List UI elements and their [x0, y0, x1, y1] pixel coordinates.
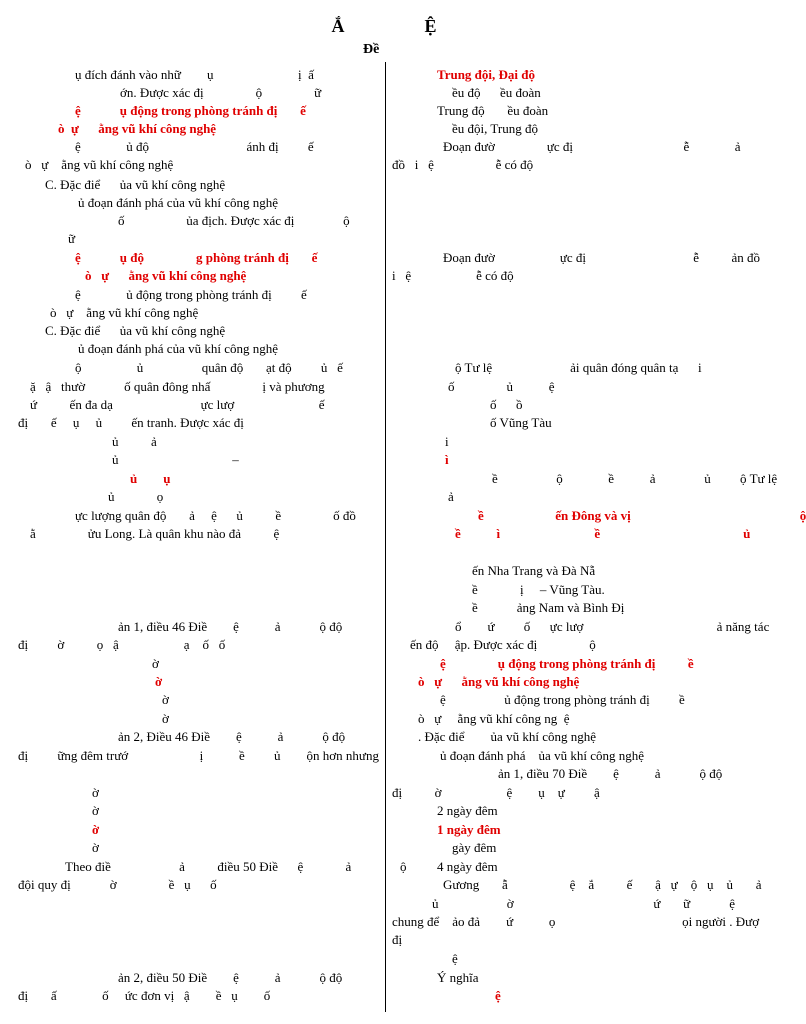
text-line: ủ đoạn đánh phá ủa vũ khí công nghệ	[440, 748, 644, 763]
text-line: ả	[448, 489, 454, 504]
text-line: ực lượng quân độ ả ệ ủ ề ố đồ	[75, 508, 356, 523]
text-line: C. Đặc điể ủa vũ khí công nghệ	[45, 323, 226, 338]
option-line: ố ồ	[490, 397, 523, 412]
page-subtitle: Đề	[363, 42, 380, 57]
text-line: đị ờ ọ ậ ạ ố ố	[18, 637, 226, 652]
option-line: i	[445, 434, 449, 449]
text-line: đị ờ ệ ụ ự ậ	[392, 785, 600, 800]
text-line: ủ đoạn đánh phá của vũ khí công nghệ	[78, 341, 279, 356]
text-line: ứ ến đa dạ ực lượ ế	[30, 397, 325, 412]
text-line: Theo điề ả điều 50 Điề ệ ả ộ	[65, 859, 407, 874]
option-line: ờ	[152, 656, 159, 671]
option-line: ờ	[92, 803, 99, 818]
answer-highlight: ờ	[92, 822, 100, 837]
answer-highlight: ệ	[495, 988, 501, 1003]
option-line: ều độ ều đoàn	[452, 85, 541, 100]
answer-highlight: ủ ụ	[130, 471, 171, 486]
question-heading: ệ ụ động trong phòng tránh đị ề	[440, 656, 694, 671]
option-line: 2 ngày đêm	[437, 803, 498, 818]
text-line: ụ đích đánh vào nhữ ụ ị ấ	[75, 67, 314, 82]
option-line: ến Nha Trang và Đà Nẵ	[472, 563, 596, 578]
text-line: . Đặc điể ủa vũ khí công nghệ	[418, 729, 596, 744]
text-line: đồ i ệ ễ có độ	[392, 157, 534, 172]
question-heading: ề ến Đông và vị ộ	[478, 508, 806, 523]
text-line: ữ	[68, 231, 76, 246]
question-heading: ệ ụ độ g phòng tránh đị ế	[75, 250, 318, 265]
answer-highlight: ì	[445, 452, 449, 467]
text-line: đị ế ụ ủ ến tranh. Được xác đị	[18, 415, 244, 430]
text-line: ản 2, Điều 46 Điề ệ ả ộ độ	[118, 729, 346, 744]
text-line: Gương ẫ ệ ắ ế ậ ự ộ ụ ủ ả	[443, 877, 762, 892]
title-right: Ệ	[424, 16, 437, 36]
question-heading: ò ự ằng vũ khí công nghệ	[58, 121, 217, 136]
text-line: ệ ủ động trong phòng tránh đị ề	[440, 692, 685, 707]
text-line: ặ ậ thườ ố quân đông nhấ ị và phương	[30, 379, 325, 394]
option-line: 4 ngày đêm	[437, 859, 498, 874]
text-line: ệ	[452, 951, 458, 966]
title-left: Ắ	[331, 16, 345, 36]
page-title	[0, 16, 768, 37]
text-line: ủ đoạn đánh phá của vũ khí công nghệ	[78, 195, 279, 210]
text-line: ản 1, điều 46 Điề ệ ả ộ độ	[118, 619, 343, 634]
text-line: ề ộ ề ả ủ ộ Tư lệ	[492, 471, 778, 486]
option-line: Trung độ ều đoàn	[437, 103, 549, 118]
option-line: ờ	[92, 840, 99, 855]
option-line: ố ủ ệ	[448, 379, 555, 394]
answer-highlight: ờ	[155, 674, 163, 689]
text-line: ệ ủ độ ánh đị ế	[75, 139, 314, 154]
option-line: ề ị – Vũng Tàu.	[472, 582, 605, 597]
option-line: ờ	[162, 711, 169, 726]
text-line: ủ ờ ứ ữ ệ	[432, 896, 735, 911]
question-heading: ò ự ằng vũ khí công nghệ	[418, 674, 580, 689]
text-line: ến độ ập. Được xác đị ộ	[410, 637, 596, 652]
text-line: đị ấ ố ức đơn vị ậ ề ụ ố	[18, 988, 271, 1003]
text-line: ằ ửu Long. Là quân khu nào đả ệ	[30, 526, 280, 541]
option-line: ố Vũng Tàu	[490, 415, 552, 430]
answer-highlight: Trung đội, Đại độ	[437, 67, 536, 82]
text-line: ò ự ằng vũ khí công nghệ	[25, 157, 174, 172]
text-line: ố ủa địch. Được xác đị ộ	[118, 213, 350, 228]
question-heading: ệ ụ động trong phòng tránh đị ế	[75, 103, 306, 118]
text-line: đị ững đêm trướ ị ề ủ ộn hơn nhưng	[18, 748, 379, 763]
text-line: chung để ảo đả ứ ọ ọi người . Đượ	[392, 914, 760, 929]
question-heading: ề ì ề ủ	[455, 526, 751, 541]
text-line: ớn. Được xác đị ộ ữ	[120, 85, 322, 100]
text-line: ò ự ằng vũ khí công nghệ	[50, 305, 199, 320]
text-line: ủ ọ	[108, 489, 164, 504]
option-line: gày đêm	[452, 840, 497, 855]
option-line: ờ	[162, 692, 169, 707]
option-line: ều đội, Trung độ	[452, 121, 538, 136]
text-line: đị	[392, 932, 403, 947]
question-heading: ò ự ằng vũ khí công nghệ	[85, 268, 247, 283]
text-line: ộ Tư lệ ải quân đóng quân tạ i	[455, 360, 702, 375]
text-line: ản 1, điều 70 Điề ệ ả ộ độ	[498, 766, 723, 781]
text-line: Ý nghĩa	[437, 970, 479, 985]
text-line: ủ –	[112, 452, 239, 467]
text-line: ò ự ằng vũ khí công ng ệ	[418, 711, 570, 726]
text-line: ủ ả	[112, 434, 157, 449]
text-line: đội quy đị ờ ề ụ ố	[18, 877, 217, 892]
text-line: ản 2, điều 50 Điề ệ ả ộ độ	[118, 970, 343, 985]
text-line: i ệ ễ có độ	[392, 268, 514, 283]
text-line: Đoạn đườ ực đị ễ ản đồ	[443, 250, 761, 265]
text-line: ộ ủ quân độ ạt độ ủ ế	[75, 360, 343, 375]
answer-highlight: 1 ngày đêm	[437, 822, 501, 837]
text-line: ổ ứ ố ực lượ ả năng tác	[455, 619, 770, 634]
text-line: Đoạn đườ ực đị ễ ả	[443, 139, 741, 154]
text-line: ệ ủ động trong phòng tránh đị ế	[75, 287, 307, 302]
option-line: ờ	[92, 785, 99, 800]
text-line: C. Đặc điể ủa vũ khí công nghệ	[45, 177, 226, 192]
option-line: ề ảng Nam và Bình Đị	[472, 600, 625, 615]
